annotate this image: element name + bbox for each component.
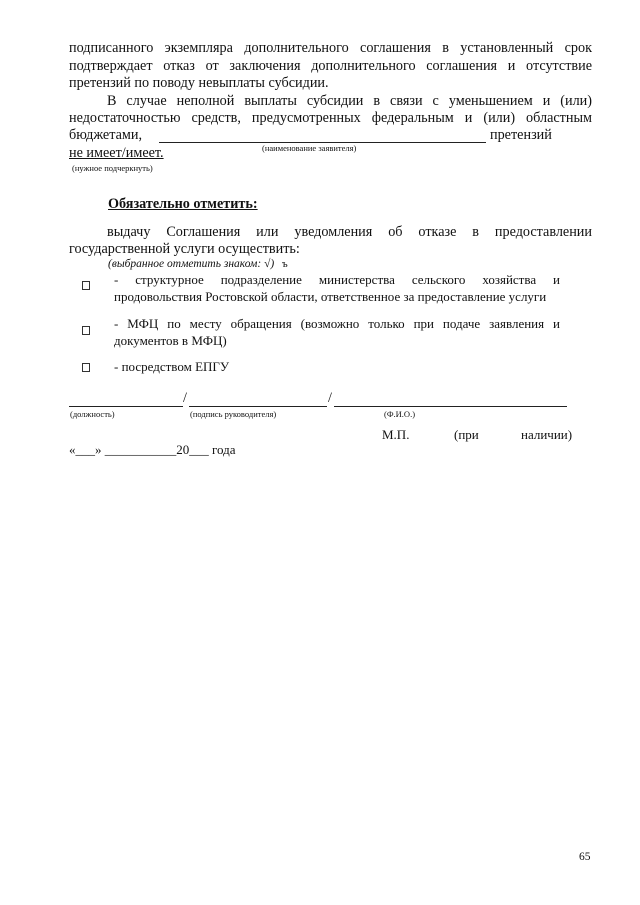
paragraph1-line3: претензий по поводу невыплаты субсидии.	[69, 75, 329, 91]
option-epgu-checkbox[interactable]	[82, 363, 90, 372]
mark-hint: (выбранное отметить знаком: √)	[108, 258, 275, 270]
paragraph2-line2: недостаточностью средств, предусмотренных федеральным и (или) областным	[69, 110, 592, 126]
signature-label: (подпись руководителя)	[190, 409, 277, 419]
option-ministry-checkbox[interactable]	[82, 281, 90, 290]
page-number: 65	[579, 851, 591, 863]
delivery-line1: выдачу Соглашения или уведомления об отказе в предоставлении	[107, 224, 592, 240]
paragraph1-line1: подписанного экземпляра дополнительного соглашения в установленный срок	[69, 40, 592, 56]
date-line: «___» ___________20___ года	[69, 442, 236, 457]
position-label: (должность)	[70, 409, 115, 419]
applicant-name-hint: (наименование заявителя)	[262, 143, 357, 153]
delivery-line2: государственной услуги осуществить:	[69, 241, 300, 257]
paragraph1-line2: подтверждает отказ от заключения дополнительного соглашения и отсутствие	[69, 58, 592, 74]
option-epgu-label: - посредством ЕПГУ	[114, 359, 230, 374]
mandatory-heading: Обязательно отметить:	[108, 196, 258, 212]
paragraph2-line3-end: претензий	[490, 127, 552, 143]
option-mfc-line1: - МФЦ по месту обращения (возможно только при подаче заявления и	[114, 316, 560, 331]
option-mfc-checkbox[interactable]	[82, 326, 90, 335]
position-field[interactable]	[69, 406, 183, 407]
has-claims-choice: не имеет/имеет.	[69, 145, 164, 161]
option-ministry-line2: продовольствия Ростовской области, ответственное за предоставление услуги	[114, 289, 547, 304]
stamp-mp: М.П.	[382, 427, 410, 442]
signature-slash-2: /	[328, 390, 332, 406]
signature-field[interactable]	[189, 406, 327, 407]
paragraph2-line1: В случае неполной выплаты субсидии в связи с уменьшением и (или)	[107, 93, 592, 109]
option-ministry-line1: - структурное подразделение министерства сельского хозяйства и	[114, 272, 560, 287]
full-name-label: (Ф.И.О.)	[384, 409, 416, 419]
mark-hint-tail: ъ	[282, 258, 288, 270]
signature-slash-1: /	[183, 390, 187, 406]
underline-hint: (нужное подчеркнуть)	[72, 163, 153, 173]
full-name-field[interactable]	[334, 406, 567, 407]
stamp-pri: (при	[454, 427, 479, 442]
paragraph2-line3-start: бюджетами,	[69, 127, 143, 143]
option-mfc-line2: документов в МФЦ)	[114, 333, 227, 348]
stamp-nalichii: наличии)	[521, 427, 573, 442]
